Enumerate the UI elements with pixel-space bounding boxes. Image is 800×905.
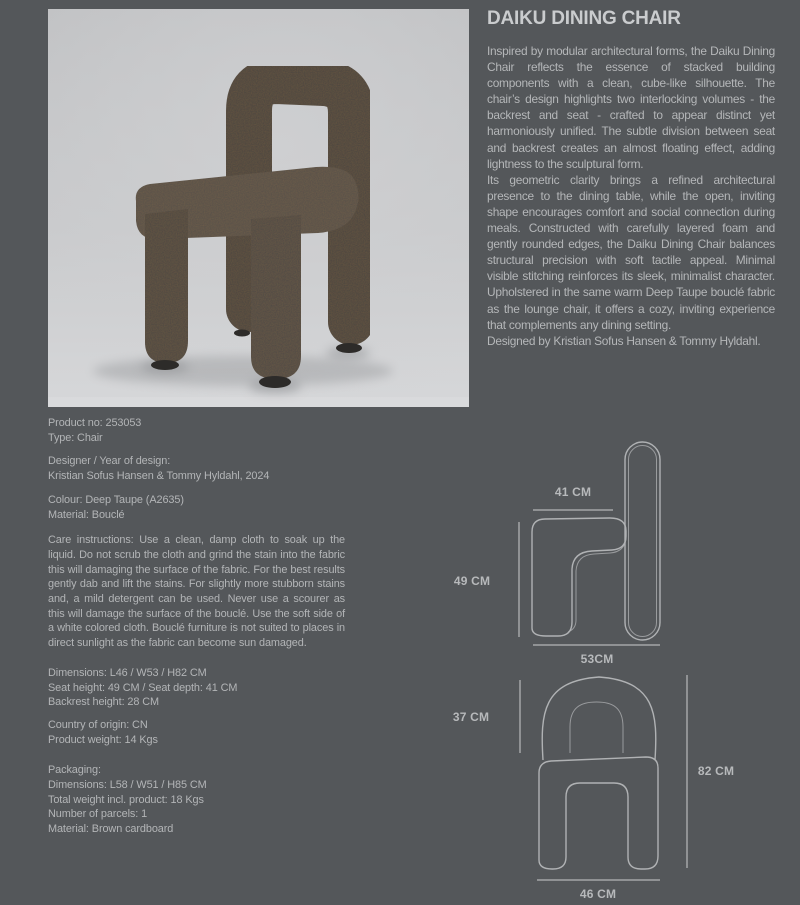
chair-front-right-leg (251, 215, 301, 379)
product-description (487, 43, 775, 349)
front-total-height-label: 82 CM (697, 764, 735, 778)
spec-line: Designer / Year of design: (48, 455, 171, 468)
page-title: DAIKU DINING CHAIR (487, 8, 681, 29)
spec-dimensions (48, 666, 345, 710)
spec-colour-material (48, 493, 345, 522)
spec-line: Country of origin: CN (48, 718, 148, 731)
spec-line: Dimensions: L46 / W53 / H82 CM (48, 666, 207, 679)
front-backrest-inner-line (570, 702, 623, 753)
side-seat-height-label: 49 CM (453, 574, 491, 588)
spec-line: Total weight incl. product: 18 Kgs (48, 793, 204, 806)
spec-packaging (48, 763, 345, 837)
chair-front-left-leg (145, 209, 188, 363)
spec-care-instructions (48, 533, 345, 651)
spec-line: Seat height: 49 CM / Seat depth: 41 CM (48, 681, 238, 694)
side-backrest-outline (625, 442, 660, 640)
front-width-label: 46 CM (579, 887, 617, 901)
description-paragraph: Its geometric clarity brings a refined architectural presence to the dining table, while the open, inviting shape encourages comfort and social connection during meals. Constructed with carefully layered foam and gently rounded edges, the Daiku Dining Chair balances structural precision with soft tactile appeal. Minimal visible stitching reinforces its sleek, minimalist character. Upholstered in the same warm Deep Taupe bouclé fabric as the lounge chair, it offers a cozy, inviting experience that complements any dining setting. (487, 172, 775, 332)
care-instructions-text: Care instructions: Use a clean, damp cloth to soak up the liquid. Do not scrub the cloth and grind the stain into the fabric this will damaging the surface of the fabric. For the best results gently dab and lift the stains. For slightly more stubborn stains and, a mild detergent can be used. Never use a scourer as this will damage the surface of the bouclé. Use the soft side of a white colored cloth. Bouclé furniture is not suited to places in direct sunlight as the fabric can become sun damaged. (48, 534, 345, 650)
spec-line: Backrest height: 28 CM (48, 696, 159, 709)
side-view-diagram (454, 442, 660, 666)
spec-line: Packaging: (48, 764, 101, 777)
spec-line: Dimensions: L58 / W51 / H85 CM (48, 779, 207, 792)
designer-credit: Designed by Kristian Sofus Hansen & Tommy Hyldahl. (487, 333, 761, 348)
side-total-depth-label: 53CM (580, 652, 614, 666)
spec-line: Product weight: 14 Kgs (48, 733, 158, 746)
dimension-diagrams (440, 415, 790, 905)
product-photo (48, 9, 469, 407)
spec-line: Material: Bouclé (48, 508, 125, 521)
front-view-diagram (453, 675, 734, 901)
description-paragraph: Inspired by modular architectural forms, the Daiku Dining Chair reflects the essence of stacked building components with a clean, cube-like silhouette. The chair’s design highlights two interlocking volumes - the backrest and seat - crafted to appear distinct yet harmoniously unified. The subtle division between seat and backrest creates an almost floating effect, adding lightness to the sculptural form. (487, 44, 775, 171)
chair-photo-illustration (48, 9, 469, 407)
side-seat-depth-label: 41 CM (554, 485, 592, 499)
side-seat-outline (532, 518, 626, 636)
spec-column (48, 416, 345, 846)
front-backrest-height-label: 37 CM (452, 710, 490, 724)
front-backrest-outline (542, 677, 656, 760)
side-seat-inner-line (568, 539, 626, 632)
front-seat-outline (539, 757, 658, 869)
spec-line: Type: Chair (48, 431, 103, 444)
spec-line: Kristian Sofus Hansen & Tommy Hyldahl, 2024 (48, 470, 270, 483)
side-backrest-inner-line (629, 446, 657, 637)
description-column (487, 8, 775, 349)
spec-designer (48, 454, 345, 483)
spec-line: Number of parcels: 1 (48, 808, 148, 821)
spec-line: Material: Brown cardboard (48, 823, 174, 836)
spec-product-id (48, 416, 345, 445)
spec-origin-weight (48, 718, 345, 747)
spec-line: Product no: 253053 (48, 417, 142, 429)
spec-line: Colour: Deep Taupe (A2635) (48, 493, 184, 506)
